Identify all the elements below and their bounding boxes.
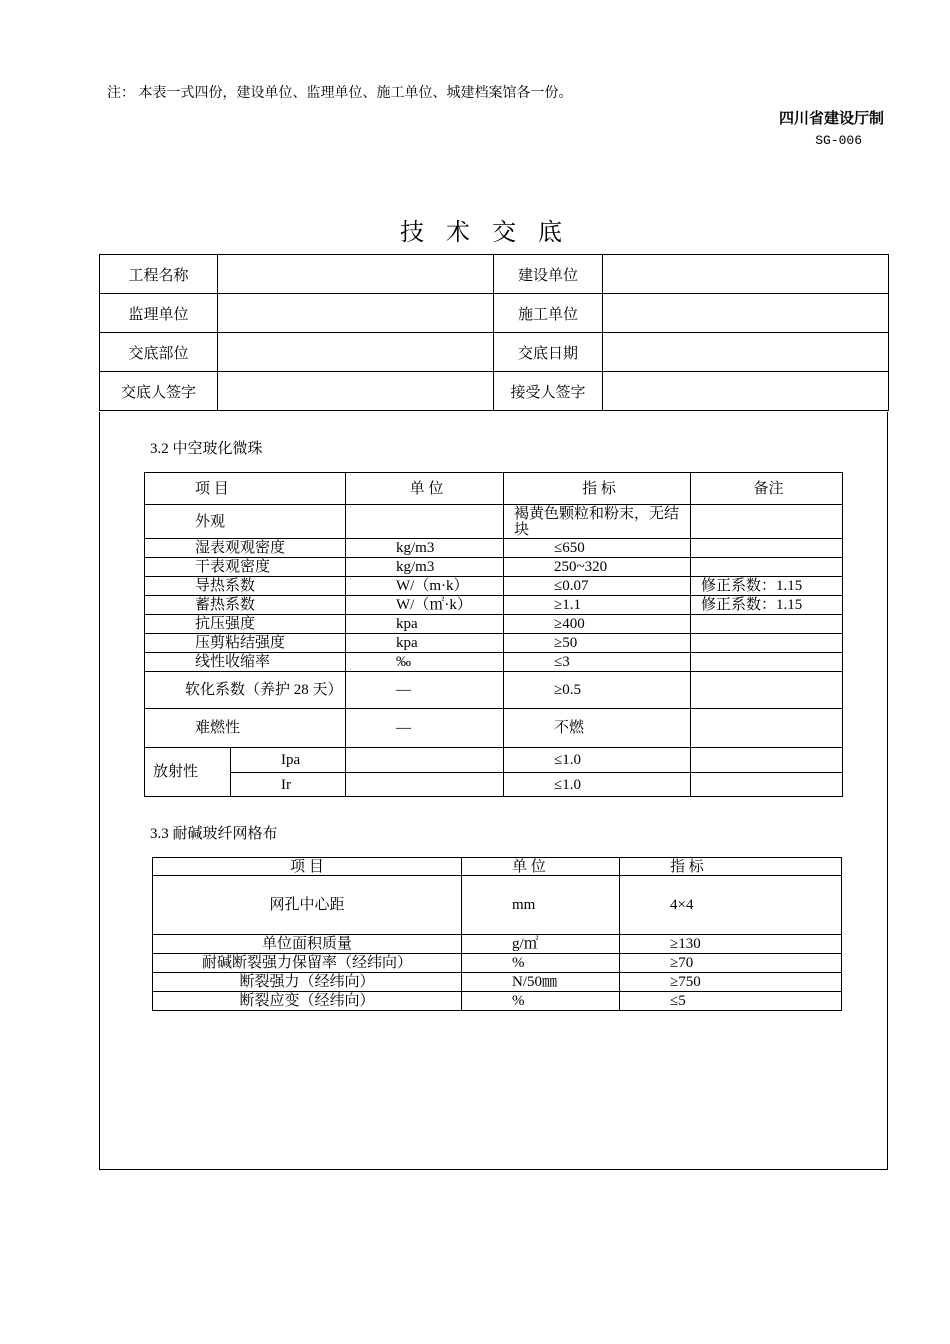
item-cell: 耐碱断裂强力保留率（经纬向） [153,954,462,973]
table-row [145,709,843,748]
column-header: 项 目 [145,473,346,505]
remark-cell [691,653,843,672]
section-heading: 3.3 耐碱玻纤网格布 [150,826,278,842]
table-header-row [145,473,843,505]
project-info-table [99,254,889,411]
info-value-field[interactable] [603,294,889,333]
footnote: 注： 本表一式四份，建设单位、监理单位、施工单位、城建档案馆各一份。 [107,86,573,101]
value-cell: ≥130 [620,935,842,954]
table-row [153,876,842,935]
info-label: 建设单位 [494,255,603,294]
unit-cell: % [462,954,620,973]
issuer-label: 四川省建设厅制 [778,111,884,127]
unit-cell: N/50㎜ [462,973,620,992]
page-title: 技术交底 [400,220,584,246]
unit-cell: kg/m3 [346,539,504,558]
item-cell: 断裂强力（经纬向） [153,973,462,992]
remark-cell: 修正系数：1.15 [691,596,843,615]
radiation-label: 放射性 [145,748,231,797]
unit-cell: W/（m·k） [346,577,504,596]
table-row [153,992,842,1011]
mesh-spec-table [152,857,842,1011]
sub-item-cell: Ir [231,773,346,797]
value-cell: ≥750 [620,973,842,992]
table-row [145,539,843,558]
remark-cell [691,748,843,773]
info-value-field[interactable] [603,333,889,372]
section-heading: 3.2 中空玻化微珠 [150,441,263,457]
value-cell: 250~320 [504,558,691,577]
unit-cell: — [346,672,504,709]
value-cell: ≤1.0 [504,748,691,773]
column-header: 单 位 [346,473,504,505]
item-cell: 线性收缩率 [145,653,346,672]
value-cell: ≥0.5 [504,672,691,709]
table-row [145,558,843,577]
info-label: 交底部位 [100,333,218,372]
value-cell: ≥1.1 [504,596,691,615]
remark-cell [691,634,843,653]
item-cell: 单位面积质量 [153,935,462,954]
info-row [100,255,889,294]
value-cell: ≤3 [504,653,691,672]
info-value-field[interactable] [218,255,494,294]
column-header: 备注 [691,473,843,505]
item-cell: 软化系数（养护 28 天） [145,672,346,709]
unit-cell: kg/m3 [346,558,504,577]
table-row [153,973,842,992]
item-cell: 断裂应变（经纬向） [153,992,462,1011]
item-cell: 外观 [145,505,346,539]
info-value-field[interactable] [218,372,494,411]
remark-cell [691,709,843,748]
item-cell: 压剪粘结强度 [145,634,346,653]
unit-cell: ‰ [346,653,504,672]
sub-item-cell: Ipa [231,748,346,773]
value-cell: ≥400 [504,615,691,634]
info-value-field[interactable] [218,333,494,372]
remark-cell: 修正系数：1.15 [691,577,843,596]
info-value-field[interactable] [603,372,889,411]
unit-cell: g/㎡ [462,935,620,954]
table-row [145,577,843,596]
item-cell: 导热系数 [145,577,346,596]
remark-cell [691,773,843,797]
remark-cell [691,672,843,709]
value-cell: 不燃 [504,709,691,748]
table-header-row [153,858,842,876]
table-row [145,773,843,797]
microbead-spec-table [144,472,843,797]
column-header: 项 目 [153,858,462,876]
column-header: 指 标 [504,473,691,505]
value-cell: ≤650 [504,539,691,558]
unit-cell: kpa [346,634,504,653]
unit-cell: — [346,709,504,748]
info-label: 交底日期 [494,333,603,372]
info-value-field[interactable] [218,294,494,333]
item-cell: 抗压强度 [145,615,346,634]
info-row [100,372,889,411]
unit-cell: W/（㎡·k） [346,596,504,615]
item-cell: 蓄热系数 [145,596,346,615]
unit-cell: % [462,992,620,1011]
column-header: 指 标 [620,858,842,876]
table-row [145,634,843,653]
form-code: SG-006 [815,133,862,148]
unit-cell [346,505,504,539]
table-row [145,596,843,615]
item-cell: 干表观密度 [145,558,346,577]
info-row [100,333,889,372]
remark-cell [691,558,843,577]
value-cell: ≤1.0 [504,773,691,797]
table-row [145,653,843,672]
value-cell: ≤0.07 [504,577,691,596]
table-row [145,748,843,773]
table-row [145,672,843,709]
item-cell: 湿表观观密度 [145,539,346,558]
value-cell: ≥70 [620,954,842,973]
info-value-field[interactable] [603,255,889,294]
remark-cell [691,615,843,634]
value-cell: ≥50 [504,634,691,653]
value-cell: ≤5 [620,992,842,1011]
item-cell: 难燃性 [145,709,346,748]
item-cell: 网孔中心距 [153,876,462,935]
table-row [153,954,842,973]
remark-cell [691,539,843,558]
table-row [145,505,843,539]
value-cell: 4×4 [620,876,842,935]
unit-cell: kpa [346,615,504,634]
unit-cell [346,773,504,797]
value-cell: 褐黄色颗粒和粉末，无结块 [504,505,691,539]
unit-cell [346,748,504,773]
table-row [145,615,843,634]
info-label: 施工单位 [494,294,603,333]
info-label: 接受人签字 [494,372,603,411]
info-label: 监理单位 [100,294,218,333]
column-header: 单 位 [462,858,620,876]
info-label: 工程名称 [100,255,218,294]
unit-cell: mm [462,876,620,935]
info-label: 交底人签字 [100,372,218,411]
remark-cell [691,505,843,539]
info-row [100,294,889,333]
table-row [153,935,842,954]
